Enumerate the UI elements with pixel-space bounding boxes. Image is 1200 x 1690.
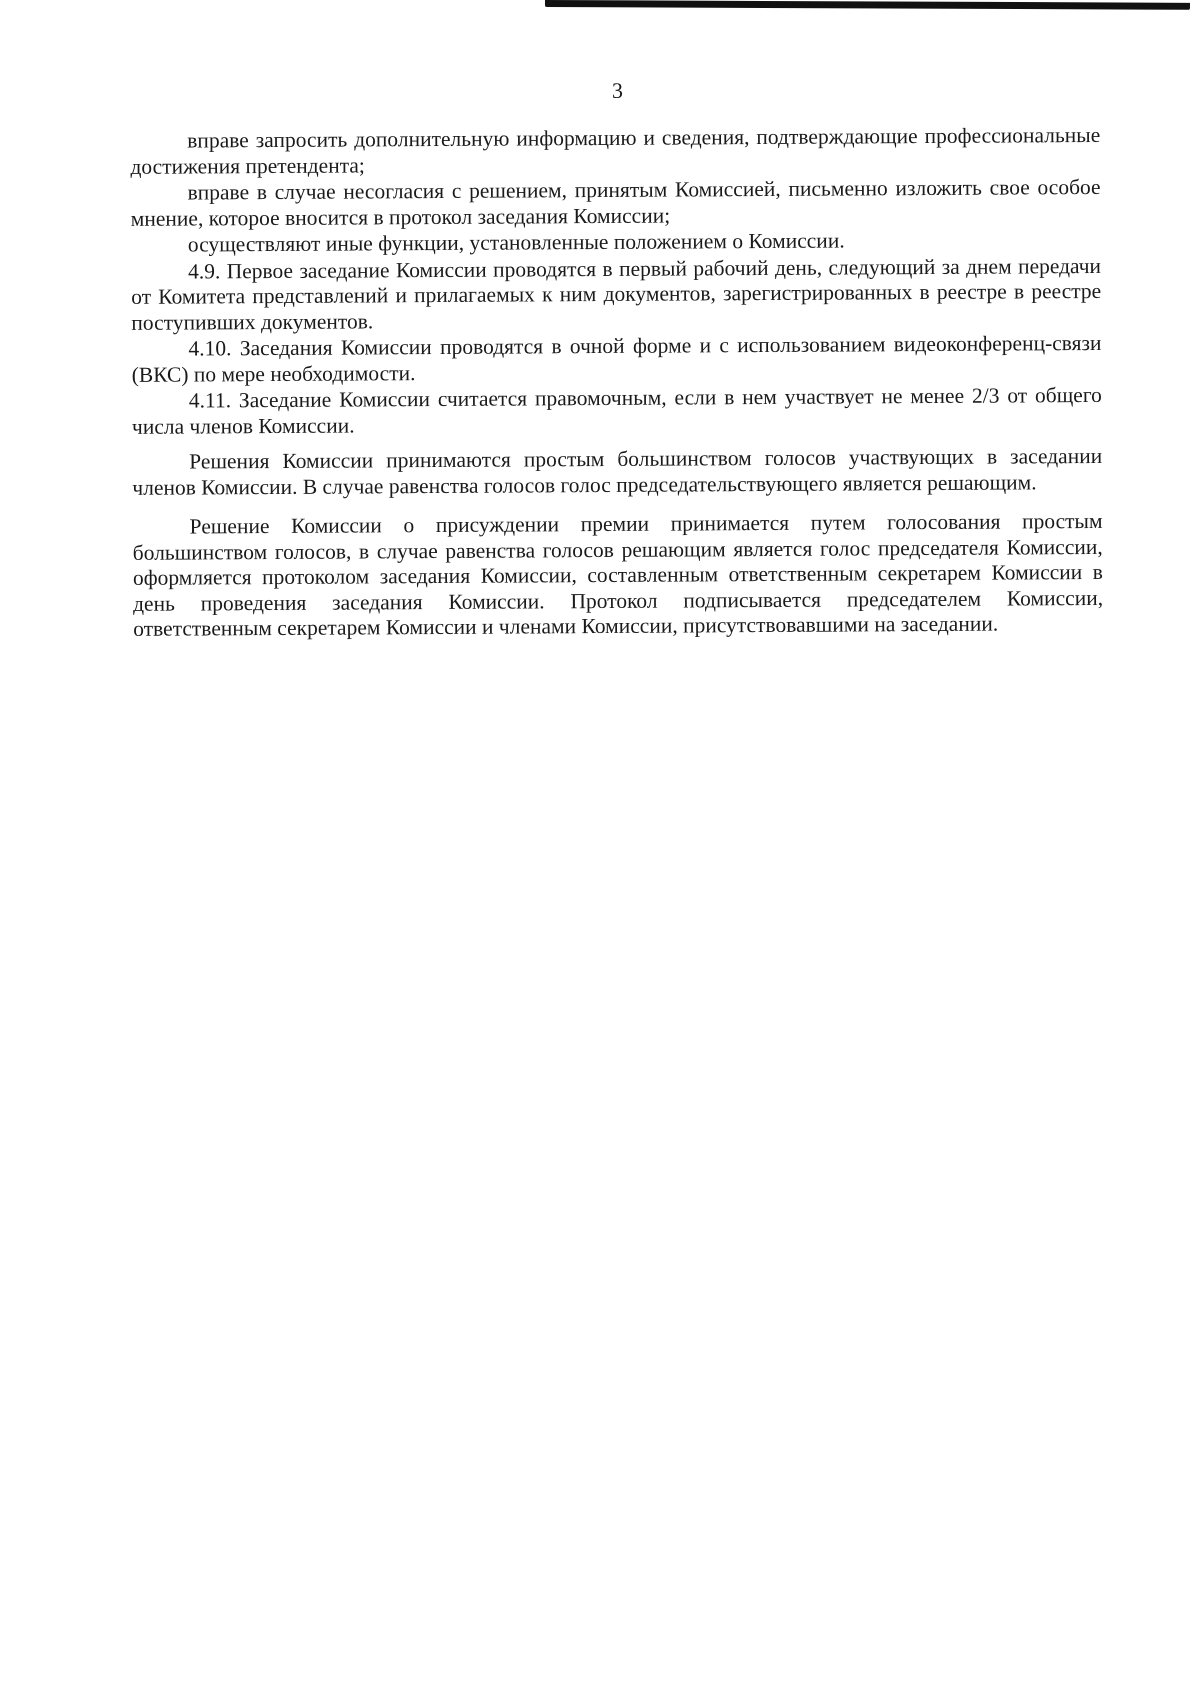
paragraph-request-info: вправе запросить дополнительную информацию и сведения, подтверждающие профессиональные достижения претендента; bbox=[130, 122, 1101, 179]
paragraph-award-decision: Решение Комиссии о присуждении премии принимается путем голосования простым большинством голосов, в случае равенства голосов решающим является голос председателя Комиссии, оформляется протоколом заседания Комиссии, составленным ответственным секретарем Комиссии в день проведения заседания Комиссии. Протокол подписывается председателем Комиссии, ответственным секретарем Комиссии и членами Комиссии, присутствовавшими на заседании. bbox=[132, 508, 1104, 641]
paragraph-clause-4-10: 4.10. Заседания Комиссии проводятся в очной форме и с использованием видеоконференц-связи (ВКС) по мере необходимости. bbox=[131, 330, 1102, 387]
paragraph-clause-4-11: 4.11. Заседание Комиссии считается правомочным, если в нем участвует не менее 2/3 от общего числа членов Комиссии. bbox=[131, 382, 1102, 439]
paragraph-dissenting-opinion: вправе в случае несогласия с решением, принятым Комиссией, письменно изложить свое особое мнение, которое вносится в протокол заседания Комиссии; bbox=[130, 174, 1101, 231]
document-body bbox=[130, 123, 1103, 643]
paragraph-other-functions: осуществляют иные функции, установленные положением о Комиссии. bbox=[187, 228, 845, 257]
page-number: 3 bbox=[611, 77, 624, 103]
paragraph-decisions-majority: Решения Комиссии принимаются простым большинством голосов участвующих в заседании членов Комиссии. В случае равенства голосов голос председательствующего является решающим. bbox=[132, 443, 1103, 500]
paragraph-clause-4-9: 4.9. Первое заседание Комиссии проводятся в первый рабочий день, следующий за днем передачи от Комитета представлений и прилагаемых к ним документов, зарегистрированных в реестре в реестре поступивших документов. bbox=[131, 253, 1102, 335]
